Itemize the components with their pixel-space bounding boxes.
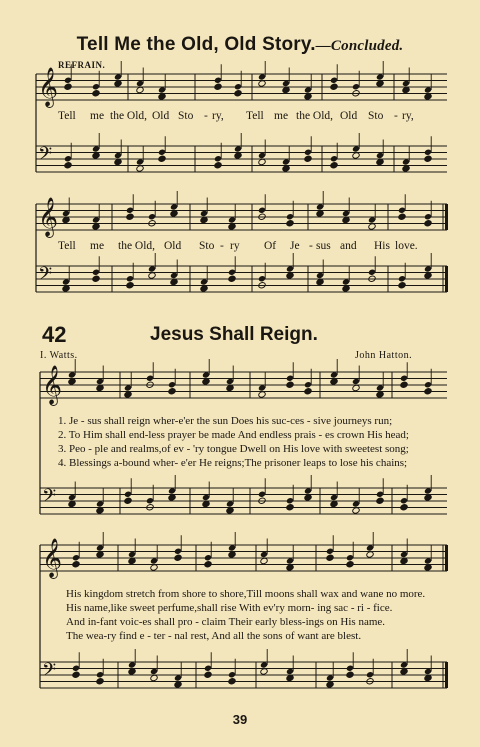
note-head — [352, 384, 360, 391]
note-head — [200, 216, 208, 223]
lyric-syllable: - — [394, 110, 398, 122]
note-head — [158, 93, 166, 100]
concluded-label: —Concluded. — [315, 38, 404, 54]
note-head — [330, 83, 338, 90]
note-head — [424, 272, 432, 279]
verse-line: 4. Blessings a-bound wher- e'er He reigns;The prisoner leaps to lose his chains; — [58, 457, 408, 469]
note-head — [228, 551, 236, 558]
note-head — [204, 561, 212, 568]
note-head — [72, 671, 80, 678]
lyric-syllable: the Old, — [110, 110, 148, 122]
note-head — [376, 80, 384, 87]
lyric-syllable: - — [204, 110, 208, 122]
note-head — [424, 494, 432, 501]
note-head — [96, 384, 104, 391]
lyric-syllable: Old — [164, 240, 182, 252]
note-head — [202, 500, 210, 507]
note-head — [260, 557, 268, 564]
lyric-syllable: Je — [290, 240, 300, 252]
note-head — [286, 674, 294, 681]
bass-clef-icon: 𝄢 — [38, 144, 53, 169]
refrain-label: REFRAIN. — [58, 60, 106, 70]
note-head — [114, 158, 122, 165]
note-head — [204, 671, 212, 678]
lyric-syllable: Tell — [58, 110, 76, 122]
lyric-syllable: me — [90, 110, 105, 122]
note-head — [158, 155, 166, 162]
note-head — [424, 93, 432, 100]
note-head — [214, 162, 222, 169]
note-head — [258, 158, 266, 165]
note-head — [398, 213, 406, 220]
note-head — [126, 213, 134, 220]
treble-clef-icon: 𝄞 — [38, 197, 59, 237]
note-head — [286, 504, 294, 511]
lyric-syllable: Old — [340, 110, 358, 122]
note-head — [304, 388, 312, 395]
note-head — [304, 494, 312, 501]
verse-line: 2. To Him shall end-less prayer be made And endless prais - es crown His head; — [58, 429, 409, 441]
note-head — [68, 378, 76, 385]
lyric-syllable: ry — [230, 240, 240, 252]
note-head — [128, 668, 136, 675]
lyric-syllable: Sto — [199, 240, 215, 252]
note-head — [402, 165, 410, 172]
note-head — [150, 674, 158, 681]
note-head — [424, 220, 432, 227]
verse-line: His name,like sweet perfume,shall rise With ev'ry morn- ing sac - ri - fice. — [66, 602, 393, 614]
note-head — [170, 278, 178, 285]
verse-line: 3. Peo - ple and realms,of ev - 'ry tongue Dwell on His love with sweetest song; — [58, 443, 409, 455]
hymn-number: 42 — [42, 322, 67, 347]
note-head — [136, 86, 144, 93]
bass-clef-icon: 𝄢 — [42, 486, 57, 511]
note-head — [228, 678, 236, 685]
lyric-syllable: the Old, — [118, 240, 156, 252]
lyric-syllable: me — [90, 240, 105, 252]
note-head — [148, 272, 156, 279]
lyric-syllable: ry, — [402, 110, 414, 122]
note-head — [260, 668, 268, 675]
lyric-syllable: sus — [316, 240, 331, 252]
note-head — [168, 494, 176, 501]
note-head — [326, 681, 334, 688]
note-head — [168, 388, 176, 395]
lyric-syllable: Of — [264, 240, 277, 252]
final-barline — [445, 545, 448, 571]
note-head — [352, 507, 360, 514]
note-head — [92, 152, 100, 159]
note-head — [352, 152, 360, 159]
note-head — [136, 165, 144, 172]
page-number: 39 — [232, 712, 248, 727]
note-head — [342, 285, 350, 292]
note-head — [114, 80, 122, 87]
final-barline — [445, 266, 448, 292]
note-head — [96, 507, 104, 514]
lyric-syllable: the Old, — [296, 110, 334, 122]
note-head — [304, 155, 312, 162]
note-head — [226, 507, 234, 514]
note-head — [330, 378, 338, 385]
lyric-syllable: love. — [395, 240, 418, 252]
note-head — [286, 564, 294, 571]
note-head — [202, 378, 210, 385]
note-head — [282, 165, 290, 172]
verse-line: The wea-ry find e - ter - nal rest, And all the sons of want are blest. — [66, 630, 362, 642]
note-head — [316, 210, 324, 217]
note-head — [228, 275, 236, 282]
note-head — [174, 554, 182, 561]
note-head — [226, 384, 234, 391]
note-head — [234, 90, 242, 97]
note-head — [128, 557, 136, 564]
note-head — [174, 681, 182, 688]
hymn-title-continued — [0, 34, 480, 56]
note-head — [424, 155, 432, 162]
lyric-syllable: ry, — [212, 110, 224, 122]
note-head — [64, 83, 72, 90]
note-head — [366, 551, 374, 558]
note-head — [376, 497, 384, 504]
verse-line: His kingdom stretch from shore to shore,Till moons shall wax and wane no more. — [66, 588, 426, 600]
treble-clef-icon: 𝄞 — [42, 538, 63, 578]
note-head — [282, 86, 290, 93]
treble-clef-icon: 𝄞 — [38, 67, 59, 107]
note-head — [346, 671, 354, 678]
note-head — [96, 678, 104, 685]
note-head — [398, 282, 406, 289]
treble-clef-icon: 𝄞 — [42, 365, 63, 405]
author: I. Watts. — [40, 350, 78, 361]
note-head — [200, 285, 208, 292]
note-head — [304, 93, 312, 100]
note-head — [286, 381, 294, 388]
note-head — [286, 220, 294, 227]
lyric-syllable: Sto — [178, 110, 194, 122]
note-head — [64, 162, 72, 169]
lyric-syllable: His — [374, 240, 390, 252]
note-head — [258, 80, 266, 87]
note-head — [62, 285, 70, 292]
note-head — [124, 391, 132, 398]
note-head — [368, 223, 376, 230]
note-head — [72, 561, 80, 568]
note-head — [376, 391, 384, 398]
note-head — [228, 223, 236, 230]
bass-clef-icon: 𝄢 — [42, 660, 57, 685]
note-head — [124, 497, 132, 504]
note-head — [62, 216, 70, 223]
note-head — [400, 504, 408, 511]
lyric-syllable: Tell — [58, 240, 76, 252]
note-head — [92, 275, 100, 282]
lyric-syllable: Old — [152, 110, 170, 122]
note-head — [400, 668, 408, 675]
note-head — [92, 223, 100, 230]
final-barline — [445, 662, 448, 688]
note-head — [258, 391, 266, 398]
note-head — [286, 272, 294, 279]
verse-line: And in-fant voic-es shall pro - claim Their early bless-ings on His name. — [66, 616, 386, 628]
bass-clef-icon: 𝄢 — [38, 264, 53, 289]
verse-line: 1. Je - sus shall reign wher-e'er the sun Does his suc-ces - sive journeys run; — [58, 415, 393, 427]
note-head — [126, 282, 134, 289]
note-head — [424, 564, 432, 571]
note-head — [96, 551, 104, 558]
note-head — [346, 561, 354, 568]
lyric-syllable: - — [309, 240, 313, 252]
lyric-syllable: Tell — [246, 110, 264, 122]
lyric-syllable: - — [220, 240, 224, 252]
note-head — [326, 554, 334, 561]
note-head — [150, 564, 158, 571]
note-head — [214, 83, 222, 90]
note-head — [400, 557, 408, 564]
lyric-syllable: me — [274, 110, 289, 122]
lyric-syllable: Sto — [368, 110, 384, 122]
note-head — [376, 158, 384, 165]
note-head — [92, 90, 100, 97]
hymn-heading: Jesus Shall Reign. — [150, 324, 318, 345]
lyric-syllable: and — [340, 240, 357, 252]
note-head — [68, 500, 76, 507]
note-head — [424, 674, 432, 681]
note-head — [170, 210, 178, 217]
note-head — [330, 500, 338, 507]
note-head — [400, 381, 408, 388]
note-head — [330, 162, 338, 169]
composer: John Hatton. — [355, 350, 413, 361]
note-head — [234, 152, 242, 159]
final-barline — [445, 204, 448, 230]
note-head — [316, 278, 324, 285]
title-text: Tell Me the Old, Old Story. — [76, 34, 316, 55]
note-head — [402, 86, 410, 93]
note-head — [424, 388, 432, 395]
note-head — [342, 216, 350, 223]
